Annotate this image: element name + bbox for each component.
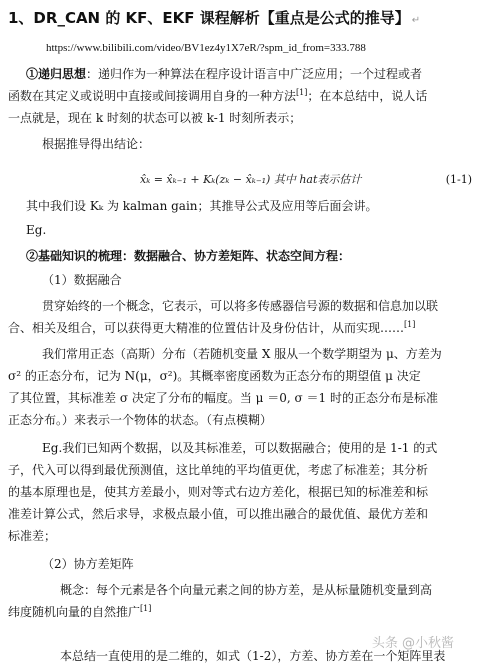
s2-sub1 bbox=[42, 272, 122, 288]
s1-line2-rest: ；在本总结中，说人话 bbox=[307, 89, 428, 103]
p2-l2-text: σ² 的正态分布，记为 N(μ，σ²)。其概率密度函数为正态分布的期望值 μ 决定 bbox=[8, 369, 421, 383]
document-title bbox=[8, 8, 420, 31]
p4-line1 bbox=[60, 582, 432, 598]
p3-line4 bbox=[8, 506, 428, 522]
source-url[interactable] bbox=[46, 40, 366, 56]
p2-line2 bbox=[8, 368, 421, 384]
p2-line1 bbox=[42, 346, 442, 362]
s2-heading bbox=[26, 248, 350, 264]
s1-eg bbox=[26, 222, 46, 238]
p2-line4 bbox=[8, 412, 272, 428]
p3-line3 bbox=[8, 484, 428, 500]
s1-line2-text: 函数在其定义或说明中直接或间接调用自身的一种方法 bbox=[8, 89, 297, 103]
p1-line1 bbox=[42, 298, 438, 314]
s2-sub2-text: （2）协方差矩阵 bbox=[42, 557, 134, 571]
p4-l1-text: 概念：每个元素是各个向量元素之间的协方差，是从标量随机变量到高 bbox=[60, 583, 433, 597]
equation-number bbox=[446, 172, 472, 188]
p4-line2 bbox=[8, 604, 151, 620]
s1-ref: [1] bbox=[296, 88, 308, 97]
formula-1-1 bbox=[140, 172, 361, 188]
p3-l1-text: Eg.我们已知两个数据，以及其标准差，可以数据融合；使用的是 1-1 的式 bbox=[42, 441, 438, 455]
s1-heading: ①递归思想 bbox=[26, 67, 87, 81]
p3-l4-text: 准差计算公式，然后求导，求极点最小值，可以推出融合的最优值、最优方差和 bbox=[8, 507, 429, 521]
s1-line3-text: 一点就是，现在 k 时刻的状态可以被 k-1 时刻所表示； bbox=[8, 111, 302, 125]
s1-line3 bbox=[8, 110, 301, 126]
p5-l1-text: 本总结一直使用的是二维的，如式（1-2），方差、协方差在一个矩阵里表 bbox=[60, 649, 446, 663]
s2-sub1-text: （1）数据融合 bbox=[42, 273, 122, 287]
p3-l5-text: 标准差； bbox=[8, 529, 57, 543]
p1-ref: [1] bbox=[404, 320, 416, 329]
p2-line3 bbox=[8, 390, 438, 406]
paragraph-mark-icon: ↵ bbox=[411, 15, 421, 26]
watermark bbox=[372, 632, 454, 651]
formula-text: x̂ₖ = x̂ₖ₋₁ + Kₖ(zₖ − x̂ₖ₋₁) 其中 hat表示估计 bbox=[140, 173, 362, 186]
s1-eg-text: Eg. bbox=[26, 223, 47, 237]
p4-l2-text: 纬度随机向量的自然推广 bbox=[8, 605, 141, 619]
p2-l3-text: 了其位置，其标准差 σ 决定了分布的幅度。当 μ ＝0, σ ＝1 时的正态分布是标准 bbox=[8, 391, 438, 405]
eqnum-text: (1-1) bbox=[445, 173, 472, 186]
s1-line1 bbox=[26, 66, 422, 82]
p2-l1-text: 我们常用正态（高斯）分布（若随机变量 X 服从一个数学期望为 μ、方差为 bbox=[42, 347, 442, 361]
p4-ref: [1] bbox=[140, 604, 152, 613]
p1-l2-text: 合、相关及组合，可以获得更大精准的位置估计及身份估计，从而实现…… bbox=[8, 321, 405, 335]
s1-line4 bbox=[42, 136, 150, 152]
title-text: 1、DR_CAN 的 KF、EKF 课程解析【重点是公式的推导】 bbox=[8, 9, 410, 27]
s1-line5-text: 其中我们设 Kₖ 为 kalman gain；其推导公式及应用等后面会讲。 bbox=[26, 199, 378, 213]
s1-line4-text: 根据推导得出结论： bbox=[42, 137, 151, 151]
url-text[interactable]: https://www.bilibili.com/video/BV1ez4y1X7eR/?spm_id_from=333.788 bbox=[46, 42, 366, 54]
p3-line5 bbox=[8, 528, 56, 544]
s1-line2 bbox=[8, 88, 427, 104]
s2-sub2 bbox=[42, 556, 134, 572]
p3-line2 bbox=[8, 462, 428, 478]
p3-l3-text: 的基本原理也是，使其方差最小，则对等式右边方差化，根据已知的标准差和标 bbox=[8, 485, 429, 499]
p3-l2-text: 子，代入可以得到最优预测值，这比单纯的平均值更优，考虑了标准差；其分析 bbox=[8, 463, 429, 477]
watermark-text: 头条 @小秋酱 bbox=[371, 636, 454, 651]
p2-l4-text: 正态分布。）来表示一个物体的状态。（有点模糊） bbox=[8, 413, 273, 427]
p1-line2 bbox=[8, 320, 415, 336]
s1-line5 bbox=[26, 198, 378, 214]
p1-l1-text: 贯穿始终的一个概念，它表示，可以将多传感器信号源的数据和信息加以联 bbox=[42, 299, 439, 313]
s1-line1-text: ：递归作为一种算法在程序设计语言中广泛应用；一个过程或者 bbox=[86, 67, 423, 81]
s2-heading-text: ②基础知识的梳理：数据融合、协方差矩阵、状态空间方程： bbox=[26, 249, 351, 263]
p3-line1 bbox=[42, 440, 437, 456]
